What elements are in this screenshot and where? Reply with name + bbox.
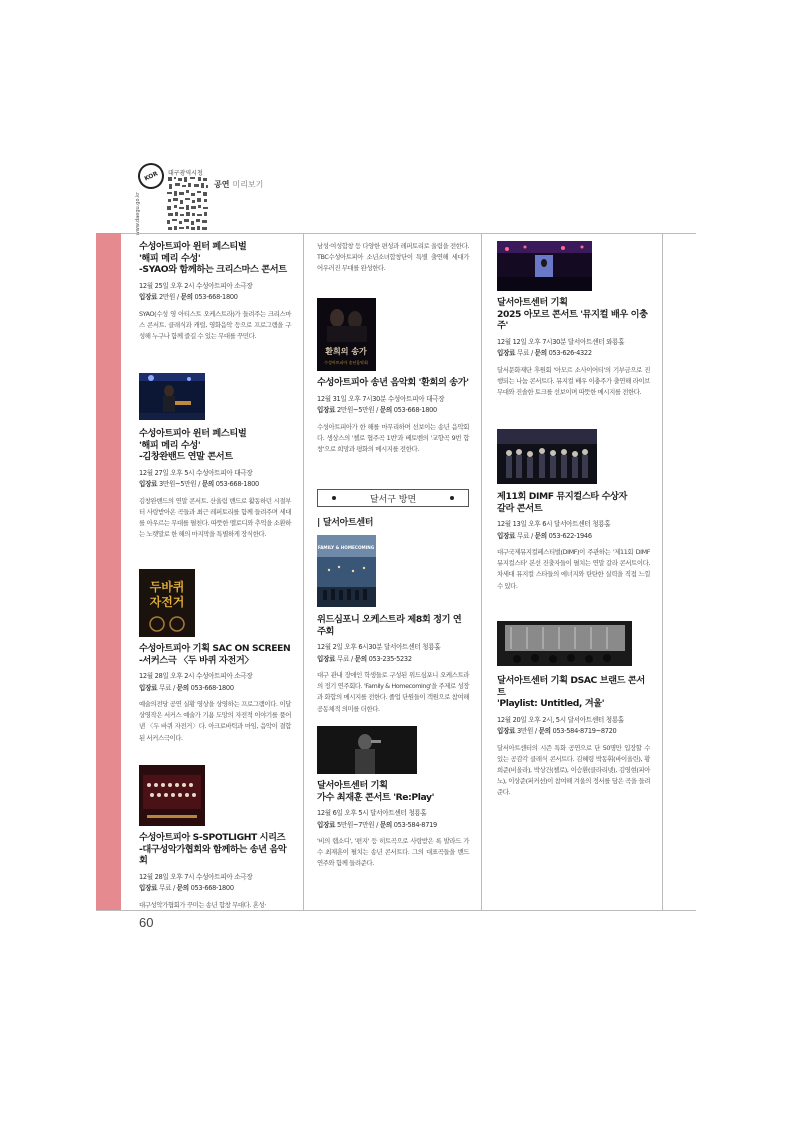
event-choir <box>139 832 291 911</box>
continued-text <box>317 241 469 275</box>
event-date: 12월 20일 오후 2시, 5시 달서아트센터 청룡홀 <box>497 715 624 724</box>
event-title: 달서아트센터 기획 가수 최재훈 콘서트 'Re:Play' <box>317 780 434 803</box>
bullet-icon <box>450 496 454 500</box>
event-title: 달서아트센터 기획 2025 아모르 콘서트 '뮤지컬 배우 이충주' <box>497 297 648 331</box>
poster-title: 환희의 송가 <box>325 346 367 356</box>
circus-poster <box>139 569 195 637</box>
event-price: 입장료 무료 / 문의 053-622-1946 <box>497 531 592 540</box>
event-dsac-brand <box>497 675 650 799</box>
event-date: 12월 13일 오후 6시 달서아트센터 청룡홀 <box>497 520 611 528</box>
event-date: 12월 6일 오후 5시 달서아트센터 청룡홀 <box>317 809 427 817</box>
event-description: 예술의전당 공연 실황 영상을 상영하는 프로그램이다. 이달 상영작은 서커스 예술가 기욤 도망의 자전적 이야기를 풀어낸 〈두 바퀴 자전거〉다. 아크로바틱과 마임, 음악이 결합된 서커스극이다. <box>139 700 291 742</box>
event-kimchangwan <box>139 428 291 540</box>
kor-badge: KOR <box>134 159 169 194</box>
event-title: 수성아트피아 S-SPOTLIGHT 시리즈 -대구성악가협회와 함께하는 송년 음악회 <box>139 832 287 866</box>
event-title: 위드심포니 오케스트라 제8회 정기 연주회 <box>317 614 462 637</box>
singer-photo <box>317 726 417 774</box>
event-with-symphony <box>317 614 469 715</box>
organization-label: 대구광역시청 <box>168 170 203 177</box>
page-number: 60 <box>139 915 154 930</box>
event-date: 12월 12일 오후 7시30분 달서아트센터 와룡홀 <box>497 337 625 346</box>
bullet-icon <box>332 496 336 500</box>
event-title: 수성아트피아 기획 SAC ON SCREEN -서커스극 〈두 바퀴 자전거〉 <box>139 643 291 666</box>
qr-url: www.daegu.go.kr <box>135 192 141 236</box>
event-price: 입장료 3만원 / 문의 053-584-8719~8720 <box>497 727 617 735</box>
event-description: 대구 관내 장애인 학생들로 구성된 위드심포니 오케스트라의 정기 연주회다. 'Family & Homecoming'을 주제로 성장과 화합의 메시지를 전한다. 졸업 단원들이 객원으로 참여해 공동체적 의미를 더한다. <box>317 671 469 713</box>
event-description: 남성·여성합창 등 다양한 편성과 레퍼토리로 울림을 전한다. TBC수성아트피아 소년소녀합창단이 특별 출연해 세대가 어우러진 무대를 완성한다. <box>317 242 469 273</box>
poster-subtitle: 수성아트피아 송년음악회 <box>324 360 368 365</box>
concert-photo <box>139 373 205 420</box>
event-description: 수성아트피아가 한 해를 마무리하며 선보이는 송년 음악회다. 생상스의 '첼로 협주곡 1번'과 베토벤의 '교향곡 9번 합창'으로 희망과 평화의 메시지를 전한다. <box>317 422 469 453</box>
event-description: 달서문화재단 후원회 '아모르 소사이어티'의 기부금으로 진행되는 나눔 콘서트다. 뮤지컬 배우 이충주가 출연해 라이브 무대와 진솔한 토크를 선보이며 따뜻한 메시지를 전한다. <box>497 365 650 396</box>
event-price: 입장료 무료 / 문의 053-668-1800 <box>139 884 234 892</box>
event-price: 입장료 2만원~5만원 / 문의 053-668-1800 <box>317 406 437 414</box>
dsac-concert-photo <box>497 621 632 666</box>
event-title: 수성아트피아 윈터 페스티벌 '해피 메리 수성' -김창완밴드 연말 콘서트 <box>139 428 247 462</box>
musical-concert-photo <box>497 241 592 291</box>
event-description: 대구성악가협회가 꾸미는 송년 합창 무대다. 혼성· <box>139 900 266 909</box>
event-title: 달서아트센터 기획 DSAC 브랜드 콘서트 'Playlist: Untitled, 겨울' <box>497 675 645 709</box>
event-date: 12월 25일 오후 2시 수성아트피아 소극장 <box>139 281 253 290</box>
event-description: '비의 랩소디', '편지' 등 히트곡으로 사랑받은 록 발라드 가수 최재훈이 펼치는 송년 콘서트다. 그의 대표곡들을 밴드 연주와 함께 들려준다. <box>317 837 469 868</box>
poster-title: FAMILY & HOMECOMING <box>317 545 375 550</box>
event-title: 제11회 DIMF 뮤지컬스타 수상자 갈라 콘서트 <box>497 491 627 514</box>
event-date: 12월 31일 오후 7시30분 수성아트피아 대극장 <box>317 394 445 403</box>
choir-poster <box>139 765 205 826</box>
column-divider <box>481 233 482 911</box>
event-date: 12월 27일 오후 5시 수성아트피아 대극장 <box>139 468 253 477</box>
event-description: 달서아트센터의 시즌 특화 공연으로 단 50명만 입장할 수 있는 공감각 클래식 콘서트다. 김혜령 박동휘(바이올린), 황희준(비올라), 박상건(첼로), 이승환(클라리넷), 김영현(피아노), 이상준(퍼커션)이 참여해 겨울의 정서를 담은 곡을 들려준다. <box>497 743 650 797</box>
event-sac-on-screen <box>139 643 291 744</box>
section-title: 공연 미리보기 <box>214 180 264 189</box>
orchestra-poster <box>317 535 376 607</box>
event-description: 대구국제뮤지컬페스티벌(DIMF)이 주관하는 '제11회 DIMF 뮤지컬스타' 본선 진출자들이 펼치는 연말 갈라 콘서트이다. 차세대 뮤지컬 스타들의 에너지와 탄탄한 실력을 직접 느낄 수 있다. <box>497 548 650 590</box>
event-price: 입장료 3만원~5만원 / 문의 053-668-1800 <box>139 480 259 488</box>
event-dimf-gala <box>497 491 650 592</box>
event-description: 김창완밴드의 연말 콘서트. 산울림 밴드로 활동하던 시절부터 사랑받아온 곡들과 최근 레퍼토리를 함께 들려주며 세대를 아우르는 무대를 펼친다. 따뜻한 멜로디와 추억을 소환하는 노랫말로 한 해의 마지막을 특별하게 장식한다. <box>139 496 291 539</box>
column-divider <box>303 233 304 911</box>
event-date: 12월 2일 오후 6시30분 달서아트센터 청룡홀 <box>317 643 441 651</box>
side-color-bar <box>96 233 121 911</box>
venue-heading: | 달서아트센터 <box>317 518 374 528</box>
region-heading: 달서구 방면 <box>317 489 469 507</box>
event-date: 12월 28일 오후 2시 수성아트피아 소극장 <box>139 672 253 680</box>
event-amor-concert <box>497 297 650 398</box>
event-description: SYAO(수성 영 아티스트 오케스트라)가 들려주는 크리스마스 콘서트. 클래식과 캐럴, 영화음악 등으로 프로그램을 구성해 누구나 함께 즐길 수 있는 무대를 꾸민다. <box>139 309 291 340</box>
event-choi-jaehoon <box>317 780 469 870</box>
event-ode-to-joy <box>317 377 469 455</box>
event-syao <box>139 241 291 342</box>
event-price: 입장료 2만원 / 문의 053-668-1800 <box>139 293 238 301</box>
gala-concert-photo <box>497 429 597 484</box>
svg-text:두바퀴: 두바퀴 <box>149 580 185 594</box>
event-price: 입장료 무료 / 문의 053-668-1800 <box>139 683 234 692</box>
event-price: 입장료 무료 / 문의 053-235-5232 <box>317 654 412 663</box>
top-rule <box>121 233 696 234</box>
event-price: 입장료 무료 / 문의 053-626-4322 <box>497 349 592 357</box>
event-date: 12월 28일 오후 7시 수성아트피아 소극장 <box>139 872 253 881</box>
event-price: 입장료 5만원~7만원 / 문의 053-584-8719 <box>317 820 437 829</box>
event-title: 수성아트피아 송년 음악회 '환희의 송가' <box>317 377 469 388</box>
concert-poster <box>317 298 376 371</box>
svg-text:자전거: 자전거 <box>149 595 185 609</box>
column-divider <box>662 233 663 911</box>
event-title: 수성아트피아 윈터 페스티벌 '해피 메리 수성' -SYAO와 함께하는 크리스마스 콘서트 <box>139 241 287 275</box>
